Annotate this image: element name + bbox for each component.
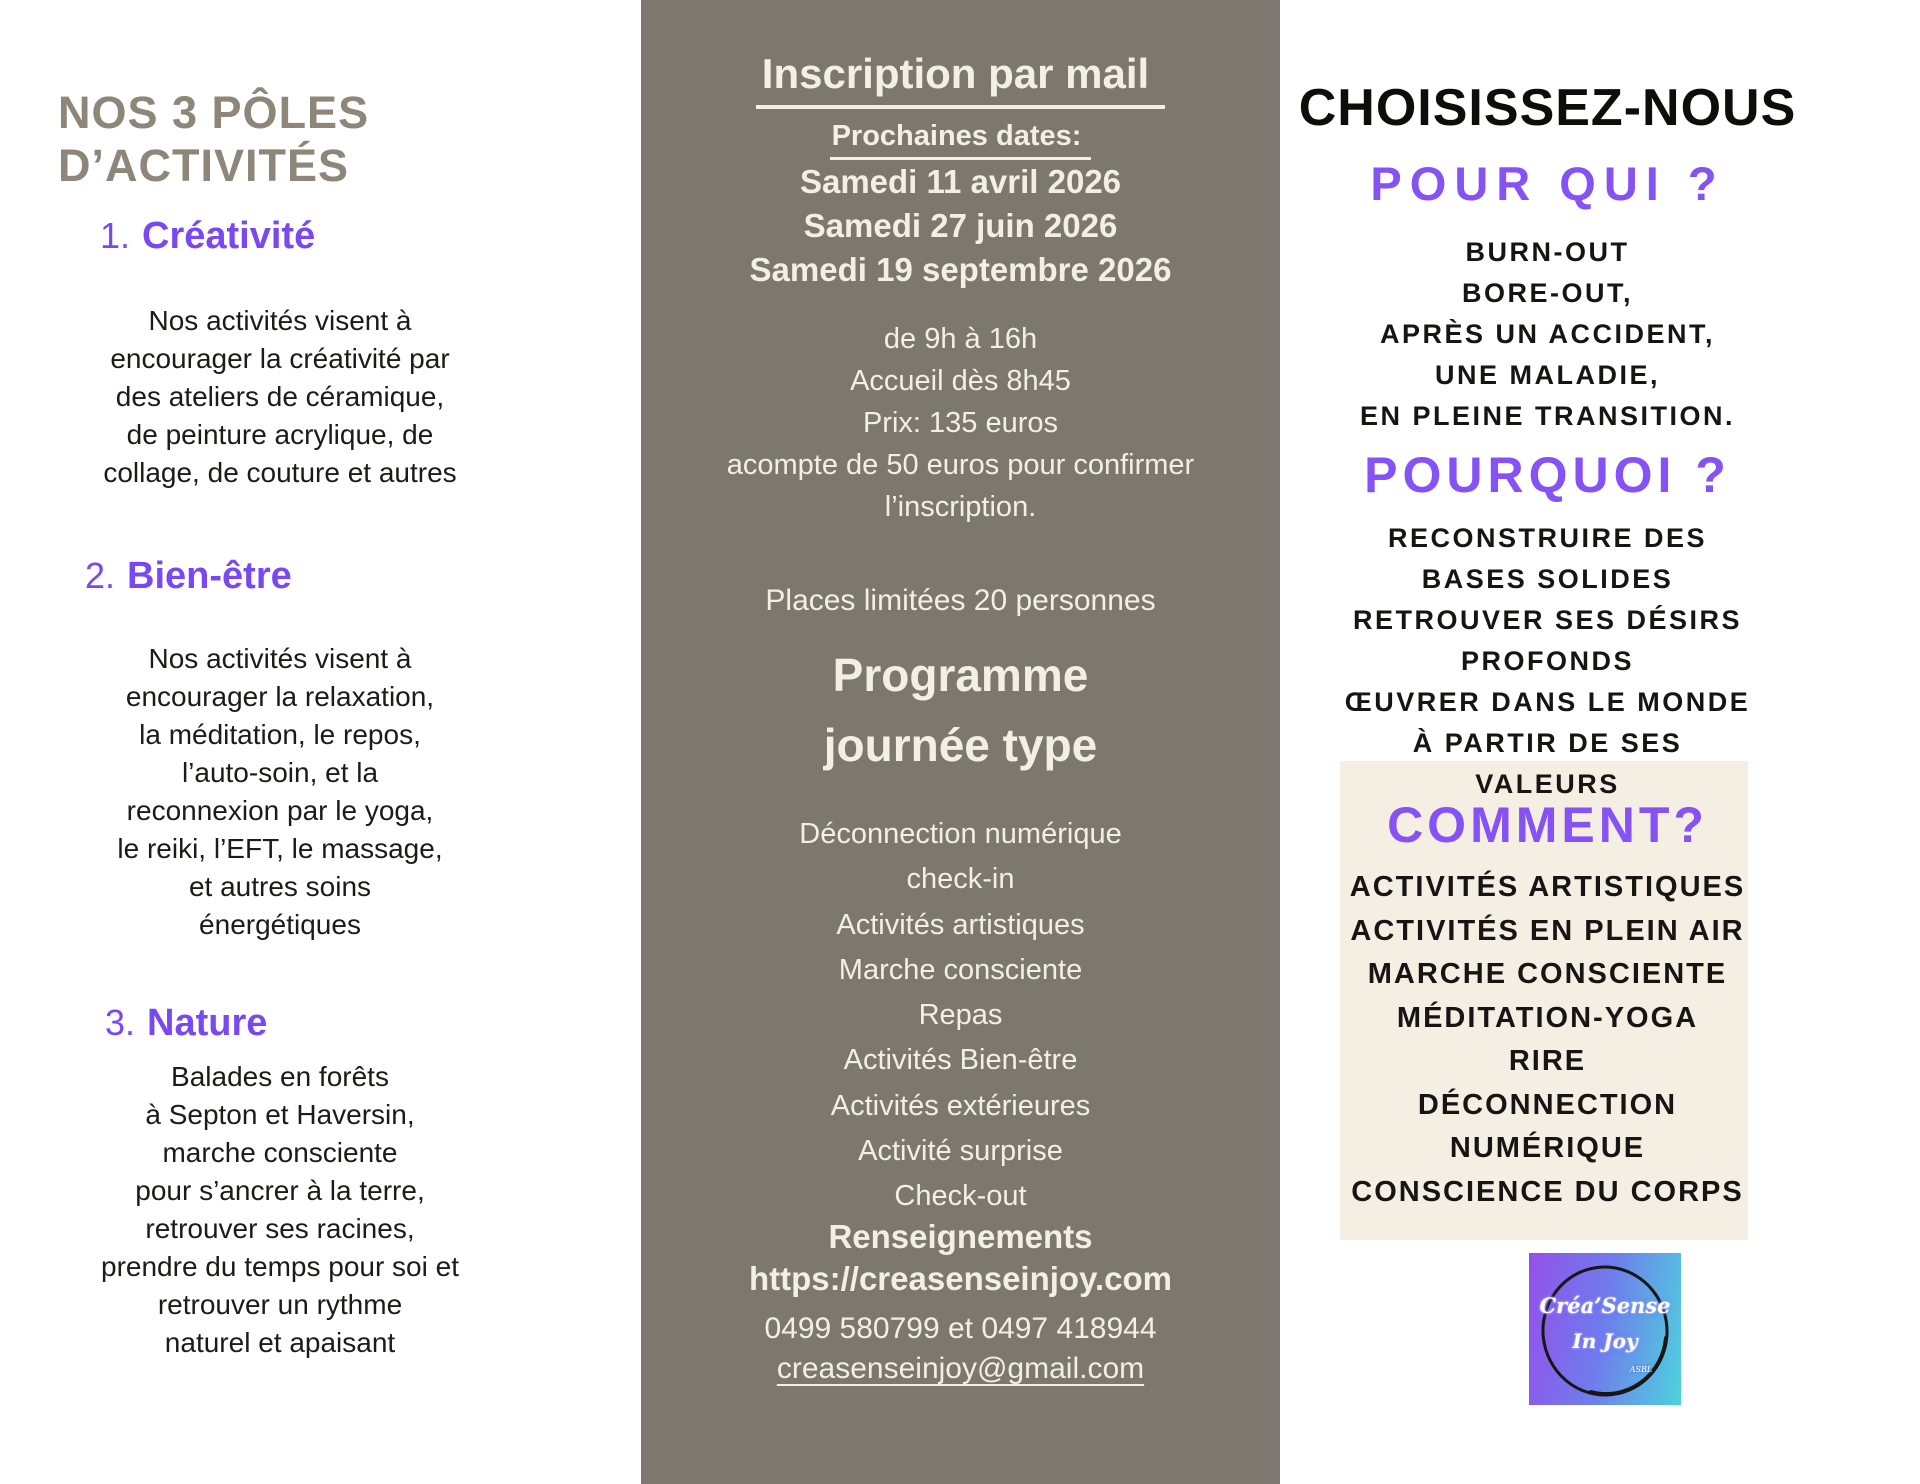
middle-panel-inscription	[641, 0, 1280, 1484]
poles-title	[58, 86, 369, 192]
line: l’auto-soin, et la	[181, 757, 379, 788]
line: Activités extérieures	[830, 1089, 1091, 1122]
line: VALEURS	[1475, 769, 1620, 799]
line: MARCHE CONSCIENTE	[1367, 958, 1728, 990]
line: D’ACTIVITÉS	[58, 140, 350, 191]
comment-heading: COMMENT?	[1387, 797, 1708, 853]
line: collage, de couture et autres	[103, 457, 457, 488]
program-title	[641, 640, 1280, 780]
line: PROFONDS	[1460, 646, 1634, 676]
session-details	[641, 318, 1280, 528]
section-creativite-text	[20, 302, 540, 492]
line: Prix: 135 euros	[862, 407, 1059, 439]
line: des ateliers de céramique,	[115, 381, 445, 412]
line: BURN-OUT	[1465, 237, 1630, 267]
line: Balades en forêts	[171, 1061, 389, 1092]
line: Accueil dès 8h45	[850, 365, 1071, 397]
capacity-note: Places limitées 20 personnes	[765, 584, 1156, 617]
program-list	[641, 812, 1280, 1220]
line: retrouver ses racines,	[145, 1213, 415, 1244]
logo-text-line1: Créa’Sense	[1539, 1293, 1671, 1318]
line: BORE-OUT,	[1462, 278, 1633, 308]
section-number: 3.	[105, 1002, 136, 1043]
line: Samedi 11 avril 2026	[799, 163, 1122, 200]
line: encourager la relaxation,	[125, 681, 435, 712]
line: check-in	[906, 863, 1015, 896]
email-link[interactable]	[641, 1352, 1280, 1386]
line: RIRE	[1508, 1045, 1587, 1077]
dates-label-text: Prochaines dates:	[830, 120, 1092, 160]
line: pour s’ancrer à la terre,	[135, 1175, 425, 1206]
line: Marche consciente	[838, 953, 1083, 986]
line: EN PLEINE TRANSITION.	[1359, 401, 1736, 431]
line: marche consciente	[162, 1137, 398, 1168]
section-creativite-heading	[100, 215, 315, 258]
line: RETROUVER SES DÉSIRS	[1352, 605, 1743, 635]
logo-text-line2: In Joy	[1572, 1329, 1638, 1353]
left-panel-activities	[0, 0, 641, 1484]
line: Nos activités visent à	[148, 643, 412, 674]
line: naturel et apaisant	[164, 1327, 396, 1358]
section-number: 2.	[85, 555, 116, 596]
section-bien-etre-heading	[85, 555, 292, 598]
line: acompte de 50 euros pour confirmer	[726, 449, 1195, 481]
pourquoi-heading: POURQUOI ?	[1364, 447, 1731, 503]
line: et autres soins	[188, 871, 372, 902]
info-label: Renseignements	[828, 1218, 1093, 1255]
line: reconnexion par le yoga,	[126, 795, 434, 826]
line: Activité surprise	[858, 1135, 1063, 1168]
section-title: Créativité	[142, 215, 316, 257]
line: CONSCIENCE DU CORPS	[1351, 1175, 1744, 1208]
line: retrouver un rythme	[157, 1289, 403, 1320]
line: à Septon et Haversin,	[145, 1099, 415, 1130]
line: énergétiques	[199, 909, 361, 940]
line: Activités Bien-être	[843, 1044, 1078, 1077]
line: ACTIVITÉS EN PLEIN AIR	[1350, 914, 1745, 947]
section-nature-text	[20, 1058, 540, 1362]
line: journée type	[823, 719, 1098, 771]
line: Activités artistiques	[836, 908, 1085, 941]
comment-list	[1280, 866, 1815, 1214]
section-title: Nature	[147, 1002, 268, 1044]
line: NOS 3 PÔLES	[58, 87, 370, 138]
line: Repas	[918, 999, 1003, 1032]
line: le reiki, l’EFT, le massage,	[117, 833, 443, 864]
line: MÉDITATION-YOGA	[1396, 1001, 1699, 1034]
inscription-title-text: Inscription par mail	[756, 50, 1165, 109]
line: de 9h à 16h	[883, 323, 1038, 355]
line: ACTIVITÉS ARTISTIQUES	[1349, 871, 1746, 903]
logo-text-asbl: ASBL	[1629, 1365, 1653, 1374]
line: Nos activités visent à	[148, 305, 412, 336]
line: Programme	[832, 649, 1089, 701]
line: de peinture acrylique, de	[126, 419, 434, 450]
website-link[interactable]: https://creasenseinjoy.com	[748, 1260, 1173, 1297]
line: l’inscription.	[884, 491, 1037, 523]
line: prendre du temps pour soi et	[101, 1251, 459, 1282]
line: encourager la créativité par	[110, 343, 450, 374]
line: la méditation, le repos,	[139, 719, 421, 750]
right-panel-choisissez	[1280, 0, 1815, 1484]
section-title: Bien-être	[127, 555, 292, 597]
line: NUMÉRIQUE	[1449, 1132, 1646, 1164]
section-number: 1.	[100, 215, 131, 256]
dates-label	[641, 120, 1280, 160]
line: APRÈS UN ACCIDENT,	[1379, 319, 1716, 349]
inscription-title	[641, 50, 1280, 109]
pour-qui-list	[1280, 232, 1815, 437]
email-text[interactable]: creasenseinjoy@gmail.com	[776, 1352, 1145, 1385]
line: Check-out	[894, 1180, 1027, 1213]
line: Samedi 27 juin 2026	[803, 207, 1118, 244]
pourquoi-list	[1280, 518, 1815, 805]
pour-qui-heading: POUR QUI ?	[1370, 157, 1725, 210]
line: À PARTIR DE SES	[1412, 728, 1683, 758]
line: DÉCONNECTION	[1417, 1088, 1678, 1121]
choisissez-nous-headline: CHOISISSEZ-NOUS	[1298, 79, 1797, 137]
dates-list	[641, 160, 1280, 292]
section-bien-etre-text	[20, 640, 540, 944]
crea-sense-logo	[1529, 1253, 1681, 1405]
line: UNE MALADIE,	[1435, 360, 1660, 390]
line: Samedi 19 septembre 2026	[749, 251, 1172, 288]
line: Déconnection numérique	[799, 818, 1122, 850]
line: BASES SOLIDES	[1421, 564, 1674, 594]
section-nature-heading	[105, 1002, 267, 1045]
line: ŒUVRER DANS LE MONDE	[1344, 687, 1751, 717]
line: RECONSTRUIRE DES	[1387, 523, 1708, 553]
phone-numbers: 0499 580799 et 0497 418944	[764, 1312, 1157, 1345]
